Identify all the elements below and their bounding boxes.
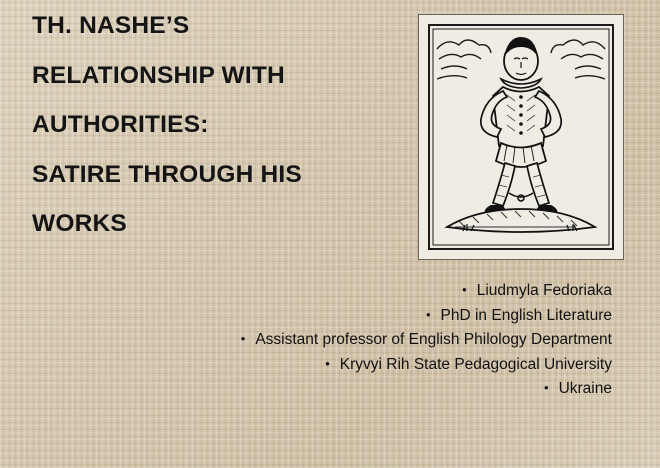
author-credits (100, 283, 612, 397)
credit-line-5 (100, 381, 612, 397)
bullet-icon: • (425, 306, 431, 322)
woodcut-illustration-svg (419, 15, 623, 259)
bullet-icon: • (544, 380, 549, 395)
title-line-3: AUTHORITIES: (32, 111, 209, 138)
credit-text-2: PhD in English Literature (440, 306, 612, 324)
bullet-icon: • (325, 355, 330, 371)
title-line-1: TH. NASHE’S (32, 12, 190, 39)
bullet-icon: • (462, 282, 467, 297)
title-line-5: WORKS (32, 210, 127, 237)
title-line-4: SATIRE THROUGH HIS (32, 160, 302, 188)
credit-text-1: Liudmyla Fedoriaka (476, 282, 612, 299)
credit-text-5: Ukraine (558, 380, 612, 397)
credit-text-3: Assistant professor of English Philology Department (255, 331, 612, 348)
credit-text-4: Kryvyi Rih State Pedagogical University (339, 355, 612, 373)
bullet-icon: • (240, 331, 246, 346)
credit-line-3 (100, 332, 612, 348)
woodcut-portrait-thomas-nashe (418, 14, 624, 260)
credit-line-4 (100, 357, 612, 373)
credit-line-1 (100, 283, 612, 299)
title-line-2: RELATIONSHIP WITH (32, 61, 285, 89)
credit-line-2 (100, 308, 612, 324)
slide-title (32, 14, 392, 262)
